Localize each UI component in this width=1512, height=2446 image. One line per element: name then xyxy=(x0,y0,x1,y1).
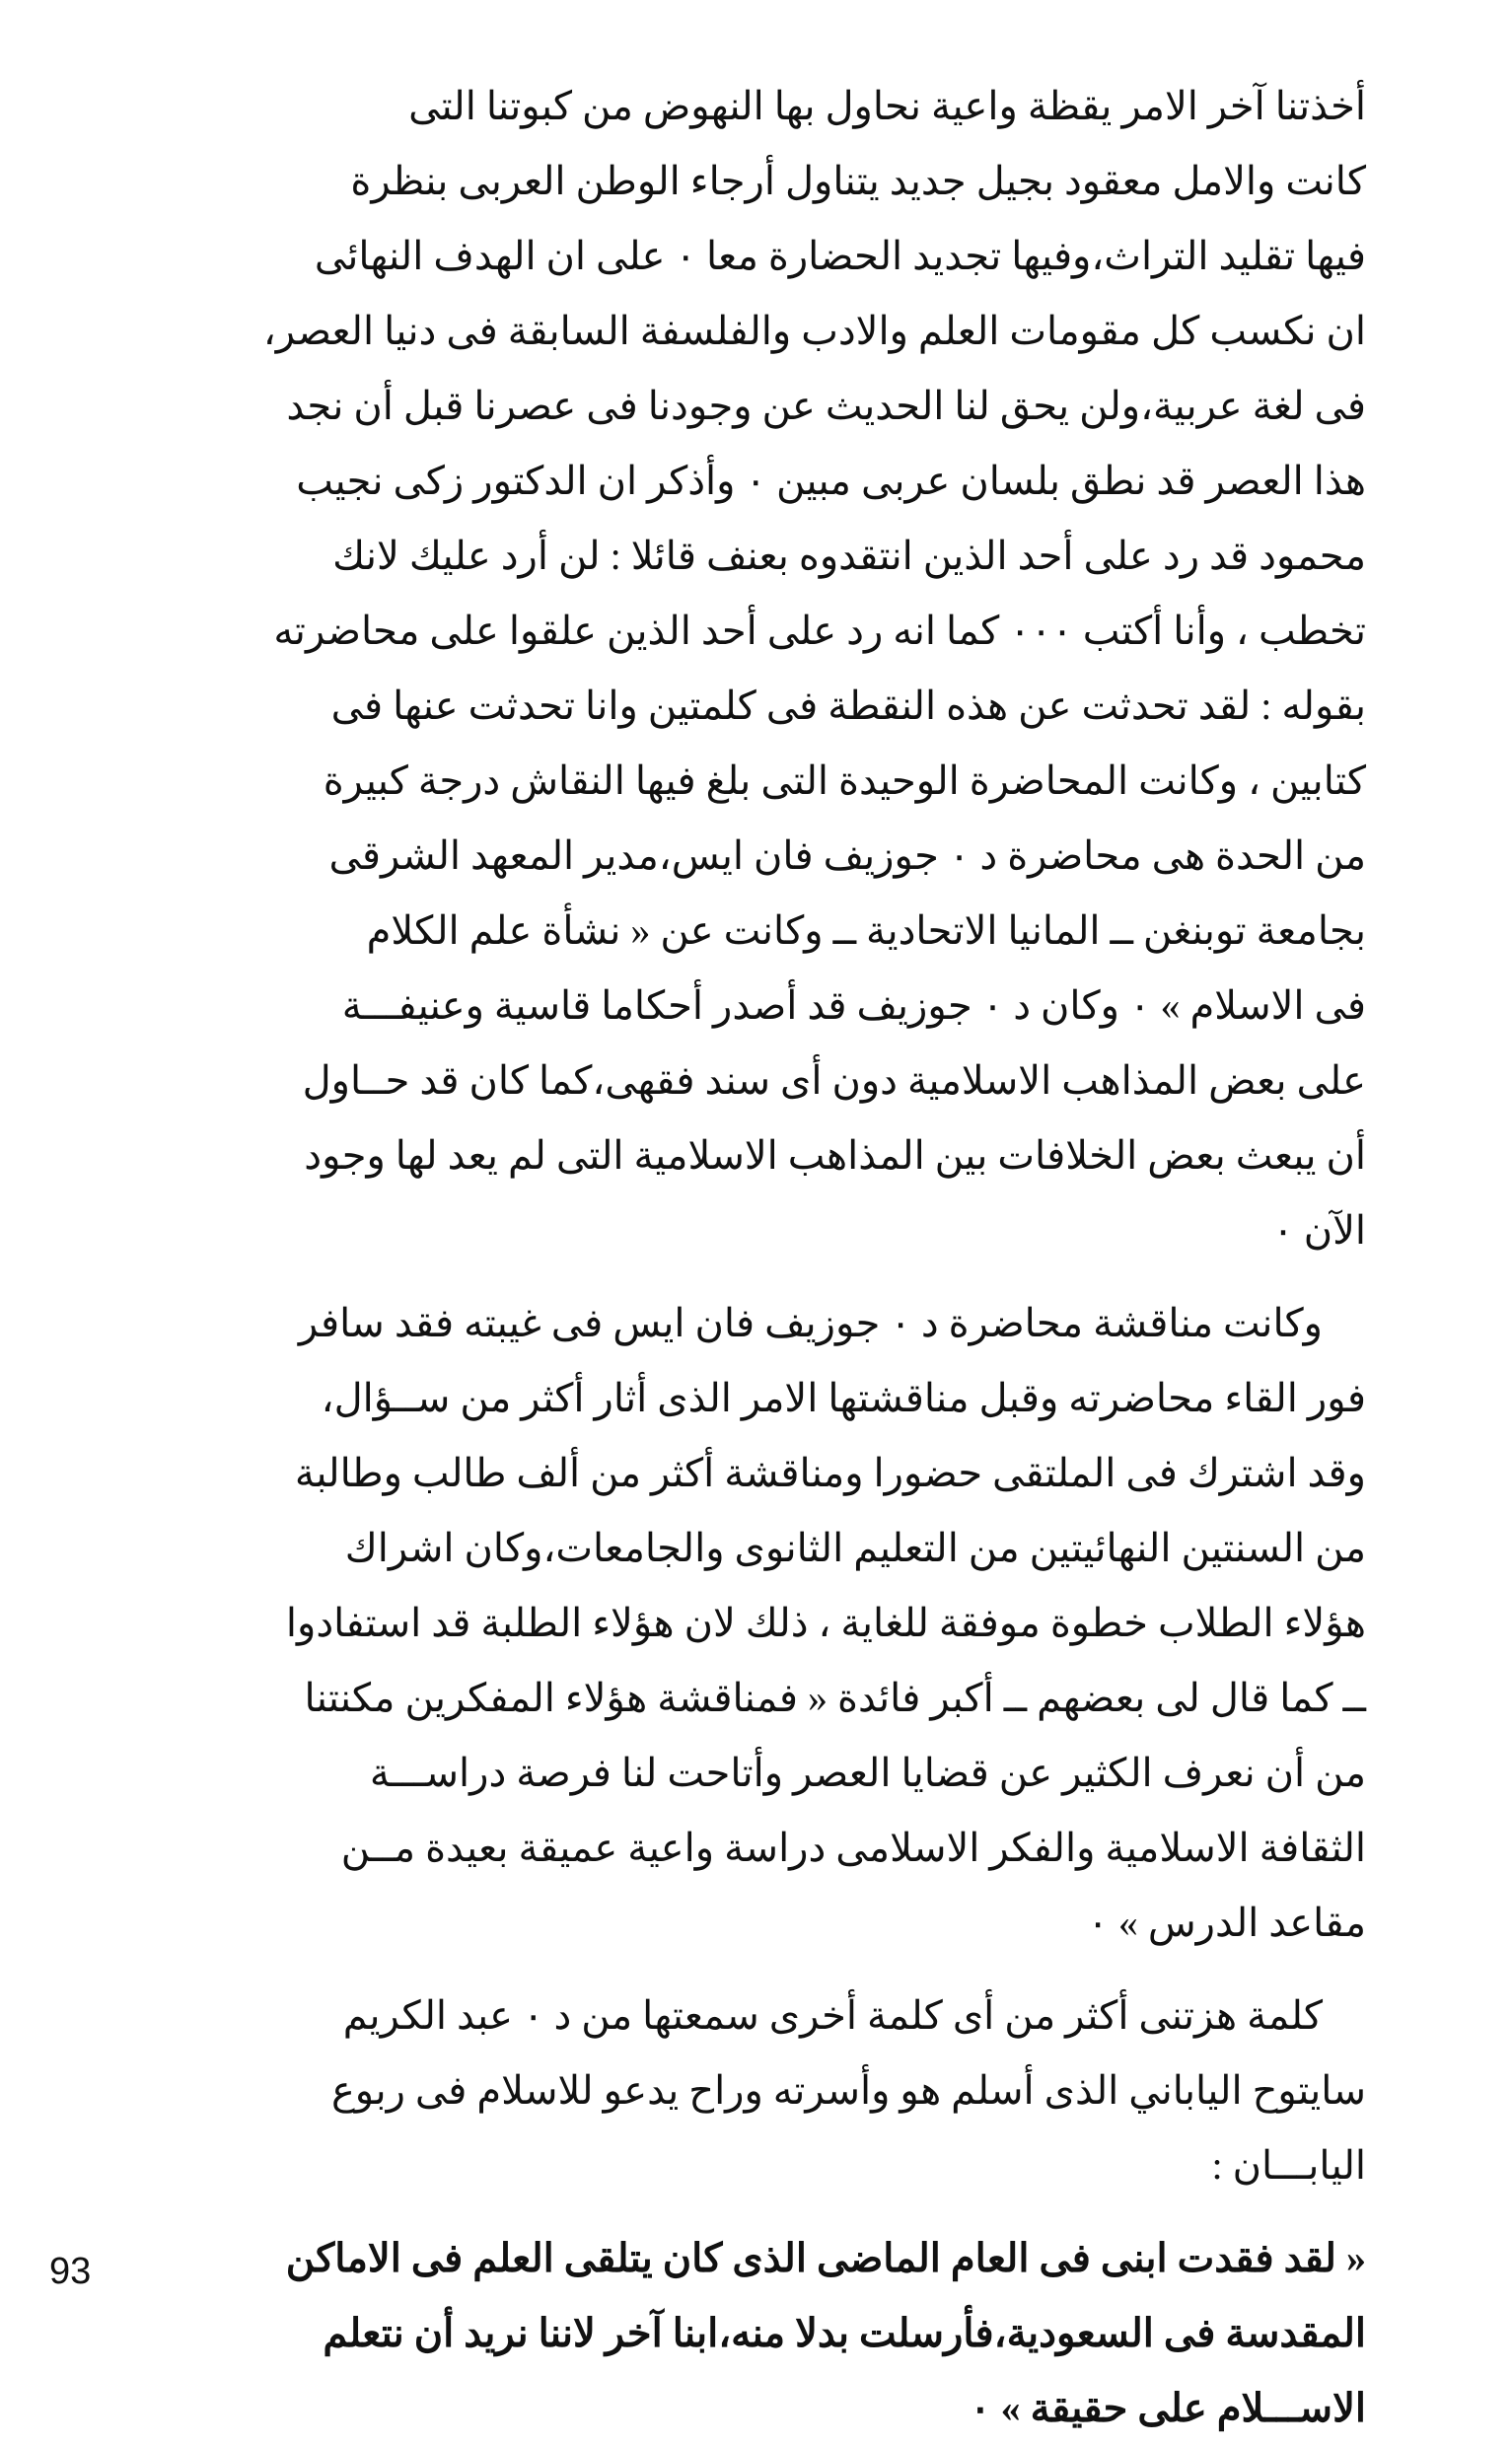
text-line: كانت والامل معقود بجيل جديد يتناول أرجاء الوطن العربى بنظرة xyxy=(350,159,1366,203)
text-line: محمود قد رد على أحد الذين انتقدوه بعنف قائلا : لن أرد عليك لانك xyxy=(332,534,1366,578)
text-line: الاســـلام على حقيقة » ٠ xyxy=(970,2386,1366,2430)
text-line: هؤلاء الطلاب خطوة موفقة للغاية ، ذلك لان هؤلاء الطلبة قد استفادوا xyxy=(285,1601,1366,1645)
text-line: من الحدة هى محاضرة د ٠ جوزيف فان ايس،مدير المعهد الشرقى xyxy=(328,833,1366,878)
text-line: كلمة هزتنى أكثر من أى كلمة أخرى سمعتها من د ٠ عبد الكريم xyxy=(342,1993,1323,2038)
text-line: « لقد فقدت ابنى فى العام الماضى الذى كان يتلقى العلم فى الاماكن xyxy=(285,2236,1366,2280)
text-line: مقاعد الدرس » ٠ xyxy=(1087,1901,1366,1945)
text-line: من السنتين النهائيتين من التعليم الثانوى والجامعات،وكان اشراك xyxy=(344,1526,1366,1570)
text-line: المقدسة فى السعودية،فأرسلت بدلا منه،ابنا آخر لاننا نريد أن نتعلم xyxy=(323,2311,1366,2355)
text-line: فى الاسلام » ٠ وكان د ٠ جوزيف قد أصدر أحكاما قاسية وعنيفـــة xyxy=(341,983,1366,1028)
text-line: كتابين ، وكانت المحاضرة الوحيدة التى بلغ فيها النقاش درجة كبيرة xyxy=(323,758,1366,803)
text-line: من أن نعرف الكثير عن قضايا العصر وأتاحت لنا فرصة دراســـة xyxy=(369,1751,1366,1795)
text-line: الثقافة الاسلامية والفكر الاسلامى دراسة واعية عميقة بعيدة مــن xyxy=(340,1826,1366,1870)
text-line: وكانت مناقشة محاضرة د ٠ جوزيف فان ايس فى غيبته فقد سافر xyxy=(298,1301,1323,1345)
text-line: فيها تقليد التراث،وفيها تجديد الحضارة معا ٠ على ان الهدف النهائى xyxy=(314,234,1366,278)
text-line: سايتوح الياباني الذى أسلم هو وأسرته وراح يدعو للاسلام فى ربوع xyxy=(330,2068,1366,2113)
text-line: ــ كما قال لى بعضهم ــ أكبر فائدة « فمناقشة هؤلاء المفكرين مكنتنا xyxy=(304,1676,1366,1720)
text-line: أن يبعث بعض الخلافات بين المذاهب الاسلامية التى لم يعد لها وجود xyxy=(304,1133,1366,1178)
text-line: هذا العصر قد نطق بلسان عربى مبين ٠ وأذكر ان الدكتور زكى نجيب xyxy=(296,459,1366,503)
paragraph-2 xyxy=(202,1286,1366,1961)
page-body xyxy=(202,69,1366,2430)
page-number: 93 xyxy=(49,2251,92,2292)
text-line: فى لغة عربية،ولن يحق لنا الحديث عن وجودنا فى عصرنا قبل أن نجد xyxy=(286,384,1366,428)
text-line: تخطب ، وأنا أكتب ٠٠٠ كما انه رد على أحد الذين علقوا على محاضرته xyxy=(273,609,1366,653)
text-line: بجامعة توبنغن ــ المانيا الاتحادية ــ وكانت عن « نشأة علم الكلام xyxy=(366,908,1366,953)
text-line: بقوله : لقد تحدثت عن هذه النقطة فى كلمتين وانا تحدثت عنها فى xyxy=(330,683,1366,728)
quote-paragraph xyxy=(202,2221,1366,2446)
text-line: أخذتنا آخر الامر يقظة واعية نحاول بها النهوض من كبوتنا التى xyxy=(408,84,1366,128)
text-line: الآن ٠ xyxy=(1272,1208,1366,1253)
text-line: فور القاء محاضرته وقبل مناقشتها الامر الذى أثار أكثر من ســؤال، xyxy=(321,1376,1366,1420)
text-line: وقد اشترك فى الملتقى حضورا ومناقشة أكثر من ألف طالب وطالبة xyxy=(294,1451,1366,1495)
paragraph-1 xyxy=(202,69,1366,1268)
text-line: على بعض المذاهب الاسلامية دون أى سند فقهى،كما كان قد حــاول xyxy=(302,1058,1366,1103)
text-line: ان نكسب كل مقومات العلم والادب والفلسفة السابقة فى دنيا العصر، xyxy=(262,309,1366,353)
text-line: اليابـــان : xyxy=(1211,2143,1366,2188)
paragraph-3 xyxy=(202,1978,1366,2203)
